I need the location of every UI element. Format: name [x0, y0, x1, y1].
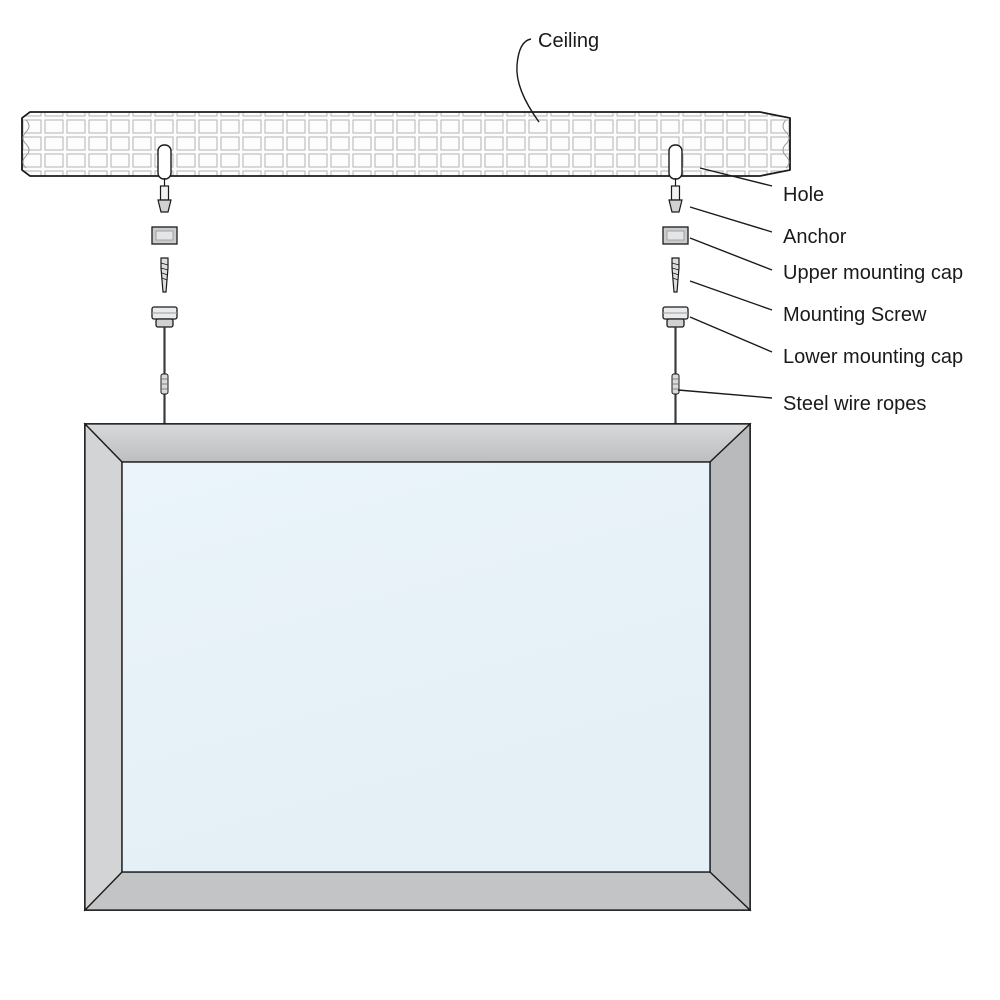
label-hole: Hole	[783, 184, 825, 206]
label-ceiling: Ceiling	[538, 30, 600, 52]
hole-right	[669, 145, 682, 179]
leader-upper-cap	[690, 238, 772, 270]
lower-mounting-cap-right	[663, 307, 688, 327]
lower-mounting-cap-left	[152, 307, 177, 327]
anchor-right	[669, 178, 682, 212]
mounting-screw-right	[672, 258, 679, 292]
label-lower-mounting-cap: Lower mounting cap	[783, 346, 964, 368]
leader-wire-rope	[678, 390, 772, 398]
upper-mounting-cap-left	[152, 227, 177, 244]
leader-lines	[517, 39, 772, 398]
steel-wire-rope-right	[672, 327, 679, 424]
label-steel-wire-ropes: Steel wire ropes	[783, 393, 927, 415]
right-mounting-assembly	[663, 145, 688, 424]
leader-screw	[690, 281, 772, 310]
left-mounting-assembly	[152, 145, 177, 424]
leader-lower-cap	[690, 317, 772, 352]
leader-ceiling	[517, 39, 539, 122]
steel-wire-rope-left	[161, 327, 168, 424]
label-anchor: Anchor	[783, 226, 847, 248]
leader-anchor	[690, 207, 772, 232]
anchor-left	[158, 178, 171, 212]
label-upper-mounting-cap: Upper mounting cap	[783, 262, 964, 284]
upper-mounting-cap-right	[663, 227, 688, 244]
hole-left	[158, 145, 171, 179]
mounting-screw-left	[161, 258, 168, 292]
ceiling-panel	[85, 424, 750, 910]
label-mounting-screw: Mounting Screw	[783, 304, 927, 326]
